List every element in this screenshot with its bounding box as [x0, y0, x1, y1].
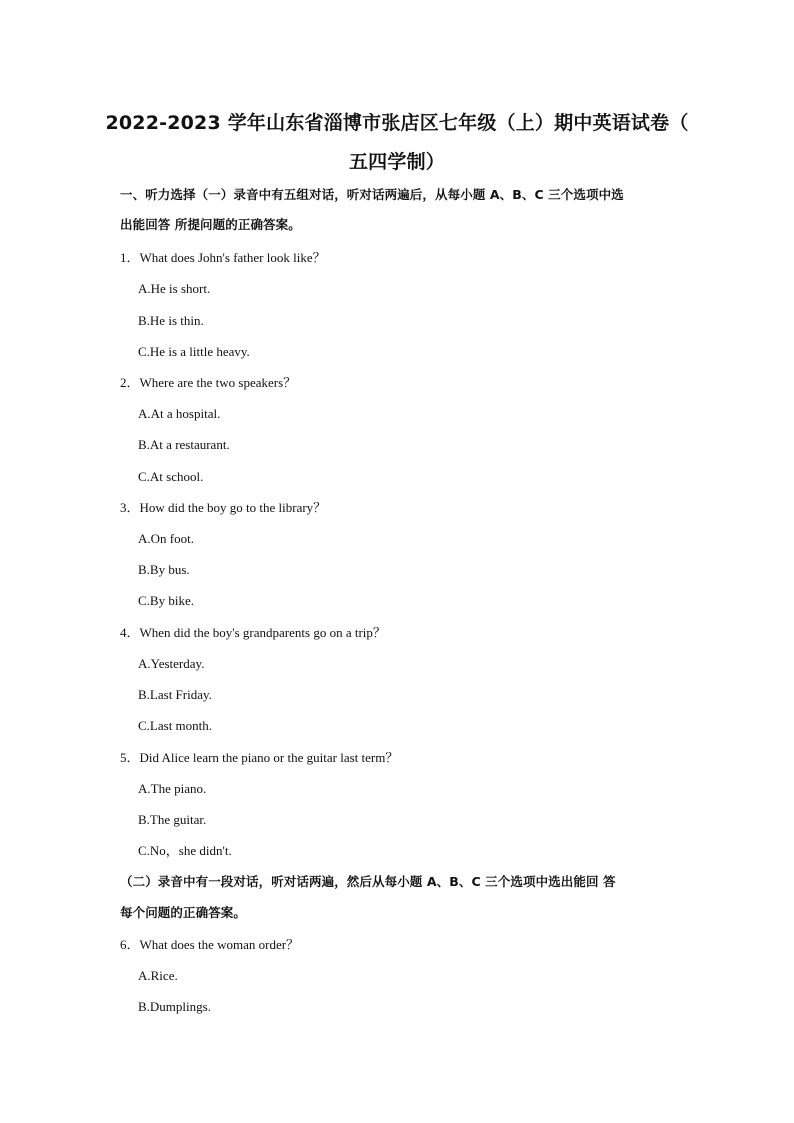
- question-5-option-a: A.The piano.: [138, 781, 207, 796]
- question-4-option-c: C.Last month.: [138, 718, 213, 733]
- question-3-option-a: A.On foot.: [138, 531, 194, 546]
- question-3-option-b: B.By bus.: [138, 562, 190, 577]
- question-6-option-a: A.Rice.: [138, 968, 178, 983]
- question-1-stem: 1．What does John's father look like？: [120, 250, 326, 265]
- question-5-option-b: B.The guitar.: [138, 812, 207, 827]
- question-4-option-a: A.Yesterday.: [138, 656, 205, 671]
- question-2-stem: 2．Where are the two speakers？: [120, 375, 297, 390]
- question-1-option-c: C.He is a little heavy.: [138, 344, 250, 359]
- question-5-stem: 5．Did Alice learn the piano or the guitar last term？: [120, 750, 399, 765]
- question-2-option-b: B.At a restaurant.: [138, 437, 230, 452]
- section-1-instruction-line-1: 一、听力选择（一）录音中有五组对话，听对话两遍后，从每小题 A、B、C 三个选项中选: [120, 187, 624, 202]
- question-4-stem: 4．When did the boy's grandparents go on a trip？: [120, 625, 386, 640]
- question-6-option-b: B.Dumplings.: [138, 999, 211, 1014]
- exam-title-line-2: 五四学制）: [348, 151, 445, 173]
- question-4-option-b: B.Last Friday.: [138, 687, 212, 702]
- exam-title-line-1: 2022-2023 学年山东省淄博市张店区七年级（上）期中英语试卷（: [105, 112, 689, 134]
- section-2-instruction-line-1: （二）录音中有一段对话，听对话两遍，然后从每小题 A、B、C 三个选项中选出能回 答: [120, 874, 616, 889]
- question-1-option-b: B.He is thin.: [138, 313, 204, 328]
- question-2-option-c: C.At school.: [138, 469, 204, 484]
- section-2-instruction-line-2: 每个问题的正确答案。: [120, 905, 247, 920]
- question-5-option-c: C.No，she didn't.: [138, 843, 232, 858]
- question-2-option-a: A.At a hospital.: [138, 406, 221, 421]
- question-6-stem: 6．What does the woman order？: [120, 937, 300, 952]
- question-1-option-a: A.He is short.: [138, 281, 211, 296]
- question-3-option-c: C.By bike.: [138, 593, 194, 608]
- question-3-stem: 3．How did the boy go to the library？: [120, 500, 327, 515]
- section-1-instruction-line-2: 出能回答 所提问题的正确答案。: [120, 217, 301, 232]
